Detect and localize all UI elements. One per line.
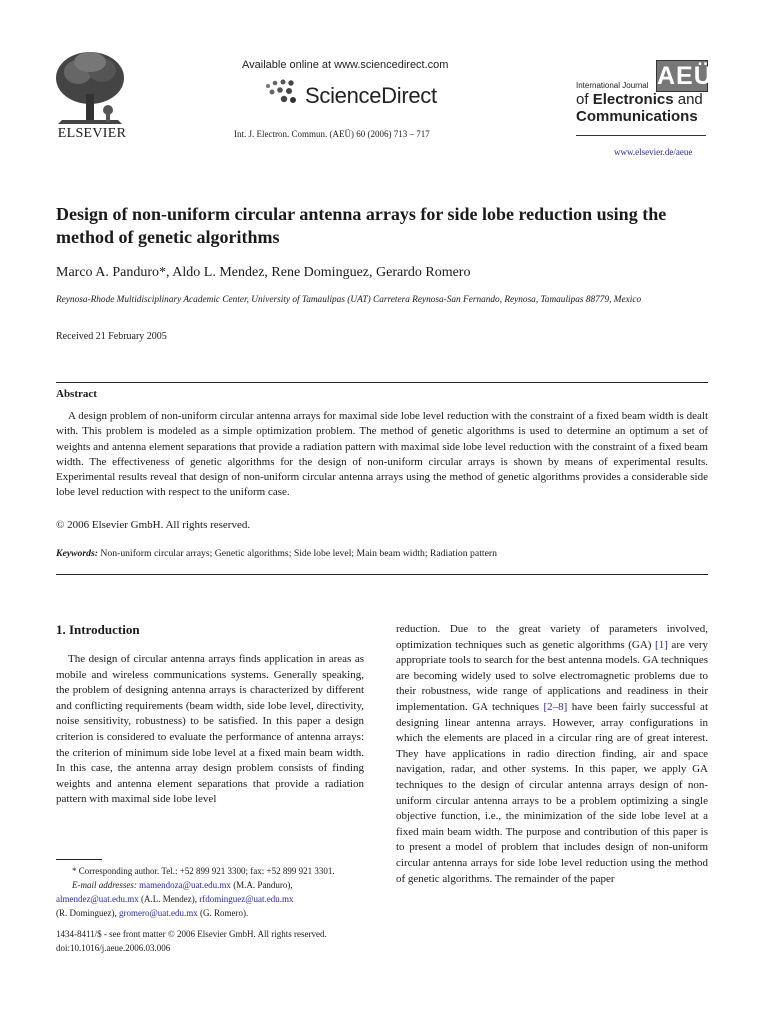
sciencedirect-wordmark: ScienceDirect (305, 83, 437, 108)
citation-link-2-8[interactable]: [2–8] (543, 700, 568, 713)
abstract-heading: Abstract (56, 388, 97, 400)
intro-right-column: reduction. Due to the great variety of parameters involved, optimization techniques such as genetic algorithms (GA) [1] are very appropriate tools to search for the best antenna models. GA techniques are becoming widely used to solve electromagnetic problems due to their robustness, wide range of applications and readiness in their implementation. GA techniques [2–8] have been fairly successful at designing linear antenna arrays. However, array configurations in which the elements are placed in a circular ring are of great interest. They have applications in radio direction finding, air and space navigation, radar, and other systems. In this paper, we apply GA techniques to the design of circular antenna arrays design of non-uniform circular antenna arrays to be a problem optimizing a single objective function, i.e., the minimization of the side lobe level at a fixed main beam width. The purpose and contribution of this paper is to present a model of problem that includes design of non-uniform circular antenna arrays for side lobe level reduction using the method of genetic algorithms. The remainder of the paper (396, 623, 708, 885)
paper-title: Design of non-uniform circular antenna arrays for side lobe reduction using the method of genetic algorithms (56, 204, 667, 247)
keywords: Keywords: Non-uniform circular arrays; Genetic algorithms; Side lobe level; Main beam width; Radiation pattern (56, 548, 497, 559)
footnote (56, 864, 376, 920)
aeu-electronics-line: of Electronics and (576, 91, 703, 108)
email-link-romero[interactable]: gromero@uat.edu.mx (119, 908, 198, 918)
abstract-copyright: © 2006 Elsevier GmbH. All rights reserved. (56, 519, 251, 531)
aeu-communications-line: Communications (576, 108, 698, 125)
author-list: Marco A. Panduro*, Aldo L. Mendez, Rene Dominguez, Gerardo Romero (56, 265, 471, 280)
email-addresses-line1: E-mail addresses: mamendoza@uat.edu.mx (M.A. Panduro), (72, 880, 293, 890)
front-matter-issn: 1434-8411/$ - see front matter © 2006 Elsevier GmbH. All rights reserved. (56, 929, 327, 939)
email-link-dominguez[interactable]: rfdominguez@uat.edu.mx (199, 894, 294, 904)
elsevier-wordmark: ELSEVIER (57, 126, 127, 141)
journal-url-link[interactable]: www.elsevier.de/aeue (614, 147, 693, 157)
abstract-text: A design problem of non-uniform circular antenna arrays for maximal side lobe level reduction with the constraint of a fixed beam width is dealt with. This problem is modeled as a simple optimization problem. The method of genetic algorithms is used to determine an optimum a set of weights and antenna element separations that provide a radiation pattern with maximal side lobe level reduction with the constraint of a fixed beam width. The effectiveness of genetic algorithms for the design of non-uniform circular arrays is shown by means of experimental results. Experimental results reveal that design of non-uniform circular antenna arrays using the method of genetic algorithms provides a considerable side lobe level reduction with respect to the uniform case. (56, 410, 708, 499)
sciencedirect-dots-icon (262, 78, 302, 108)
journal-reference: Int. J. Electron. Commun. (AEÜ) 60 (2006) 713 – 717 (234, 129, 430, 139)
abstract-bottom-rule (56, 574, 708, 575)
aeu-journal-logo (576, 60, 713, 134)
front-matter (56, 927, 327, 955)
email-link-panduro[interactable]: mamendoza@uat.edu.mx (139, 880, 231, 890)
email-addresses-line3: (R. Dominguez), gromero@uat.edu.mx (G. Romero). (56, 908, 249, 918)
abstract-top-rule (56, 382, 708, 383)
header-divider (576, 135, 706, 136)
aeu-mark: AEÜ (657, 62, 713, 90)
citation-link-1[interactable]: [1] (655, 638, 668, 651)
email-link-mendez[interactable]: almendez@uat.edu.mx (56, 894, 139, 904)
doi[interactable]: doi:10.1016/j.aeue.2006.03.006 (56, 943, 171, 953)
received-date: Received 21 February 2005 (56, 331, 167, 342)
footnote-rule (56, 859, 102, 860)
email-addresses-line2: almendez@uat.edu.mx (A.L. Mendez), rfdominguez@uat.edu.mx (56, 894, 294, 904)
section-heading-introduction: 1. Introduction (56, 622, 140, 637)
aeu-international-journal: International Journal (576, 81, 649, 90)
intro-left-column: The design of circular antenna arrays finds application in areas as mobile and wireless communications systems. Generally speaking, the problem of designing antenna arrays is characterized by different and conflicting requirements (beam width, side lobe level, directivity, noise sensitivity, robustness) to be satisfied. In this paper a design criterion is considered to evaluate the performance of antenna arrays: the criterion of minimum side lobe level at a fixed main beam width. In this case, the antenna array design problem consists of finding weights and antenna element separations that provide a radiation pattern with maximal side lobe level (56, 653, 364, 806)
corresponding-author-note: * Corresponding author. Tel.: +52 899 921 3300; fax: +52 899 921 3301. (72, 866, 335, 876)
available-online-text[interactable]: Available online at www.sciencedirect.com (242, 59, 449, 71)
affiliation: Reynosa-Rhode Multidisciplinary Academic Center, University of Tamaulipas (UAT) Carretera Reynosa-San Fernando, Reynosa, Tamaulipas 88779, Mexico (56, 295, 642, 305)
